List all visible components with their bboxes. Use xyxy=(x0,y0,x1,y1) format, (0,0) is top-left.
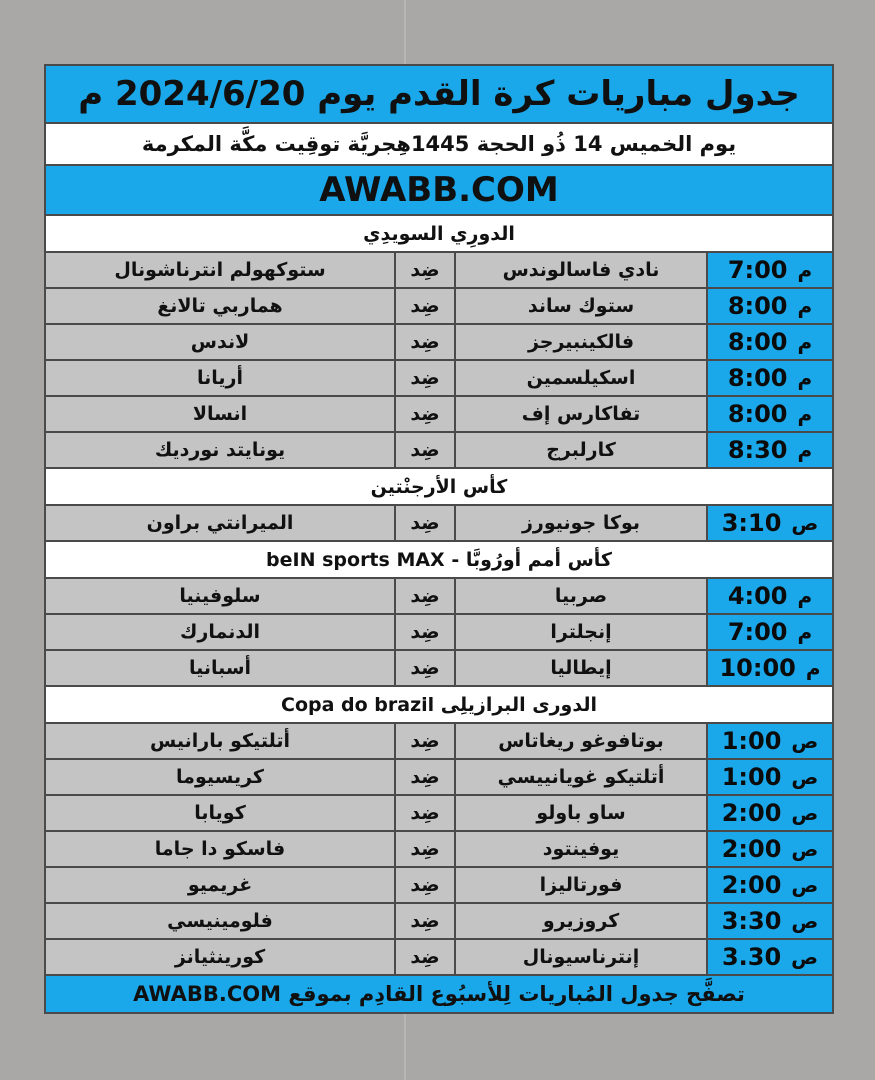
time-period: م xyxy=(797,366,813,390)
match-time-cell xyxy=(706,760,832,794)
match-row xyxy=(46,904,832,940)
match-row xyxy=(46,724,832,760)
match-row xyxy=(46,796,832,832)
time-value: 4:00 xyxy=(727,582,788,610)
home-team: بوكا جونيورز xyxy=(454,506,706,540)
schedule-sheet xyxy=(44,64,834,1014)
away-team: هماربي تالانغ xyxy=(46,289,394,323)
match-row xyxy=(46,289,832,325)
time-value: 8:30 xyxy=(727,436,788,464)
time-period: م xyxy=(797,258,813,282)
time-period: ص xyxy=(791,765,819,789)
match-time-cell xyxy=(706,904,832,938)
match-time-cell xyxy=(706,325,832,359)
schedule-date-subtitle: يوم الخميس 14 ذُو الحجة 1445هِجريَّة توقِيت مكَّة المكرمة xyxy=(46,124,832,166)
match-row xyxy=(46,868,832,904)
match-row xyxy=(46,506,832,542)
match-row xyxy=(46,397,832,433)
match-row xyxy=(46,325,832,361)
vs-label: ضِد xyxy=(394,615,454,649)
time-value: 10:00 xyxy=(719,654,796,682)
time-value: 8:00 xyxy=(727,328,788,356)
schedule-title: جدول مباريات كرة القدم يوم 2024/6/20 م xyxy=(46,66,832,124)
vs-label: ضِد xyxy=(394,940,454,974)
vs-label: ضِد xyxy=(394,253,454,287)
away-team: فاسكو دا جاما xyxy=(46,832,394,866)
time-period: ص xyxy=(791,945,819,969)
away-team: كويابا xyxy=(46,796,394,830)
match-time-cell xyxy=(706,724,832,758)
vs-label: ضِد xyxy=(394,868,454,902)
match-time-cell xyxy=(706,253,832,287)
match-time-cell xyxy=(706,506,832,540)
time-value: 7:00 xyxy=(727,256,788,284)
time-period: م xyxy=(797,438,813,462)
vs-label: ضِد xyxy=(394,724,454,758)
home-team: بوتافوغو ريغاتاس xyxy=(454,724,706,758)
time-value: 2:00 xyxy=(721,799,782,827)
time-period: م xyxy=(797,620,813,644)
away-team: أسبانيا xyxy=(46,651,394,685)
time-value: 8:00 xyxy=(727,400,788,428)
away-team: يونايتد نورديك xyxy=(46,433,394,467)
time-period: م xyxy=(805,656,821,680)
home-team: اسكيلسمين xyxy=(454,361,706,395)
match-time-cell xyxy=(706,361,832,395)
match-row xyxy=(46,651,832,687)
home-team: تفاكارس إف xyxy=(454,397,706,431)
match-row xyxy=(46,433,832,469)
time-period: ص xyxy=(791,729,819,753)
vs-label: ضِد xyxy=(394,325,454,359)
away-team: لاندس xyxy=(46,325,394,359)
time-value: 1:00 xyxy=(721,727,782,755)
time-value: 3.30 xyxy=(721,943,782,971)
away-team: انسالا xyxy=(46,397,394,431)
time-value: 2:00 xyxy=(721,835,782,863)
home-team: نادي فاسالوندس xyxy=(454,253,706,287)
home-team: يوفينتود xyxy=(454,832,706,866)
vs-label: ضِد xyxy=(394,796,454,830)
time-period: ص xyxy=(791,873,819,897)
time-period: ص xyxy=(791,801,819,825)
home-team: ساو باولو xyxy=(454,796,706,830)
away-team: أتلتيكو بارانيس xyxy=(46,724,394,758)
match-row xyxy=(46,361,832,397)
home-team: أتلتيكو غويانييسي xyxy=(454,760,706,794)
match-time-cell xyxy=(706,579,832,613)
away-team: كورينثيانز xyxy=(46,940,394,974)
time-period: م xyxy=(797,402,813,426)
away-team: كريسيوما xyxy=(46,760,394,794)
time-value: 1:00 xyxy=(721,763,782,791)
match-row xyxy=(46,579,832,615)
home-team: إنترناسيونال xyxy=(454,940,706,974)
match-time-cell xyxy=(706,615,832,649)
time-period: م xyxy=(797,584,813,608)
time-value: 8:00 xyxy=(727,364,788,392)
home-team: كروزيرو xyxy=(454,904,706,938)
home-team: كارلبرج xyxy=(454,433,706,467)
vs-label: ضِد xyxy=(394,760,454,794)
time-value: 3:10 xyxy=(721,509,782,537)
league-header: كأس الأرجنْتين xyxy=(46,469,832,506)
home-team: ستوك ساند xyxy=(454,289,706,323)
away-team: فلومينيسي xyxy=(46,904,394,938)
match-row xyxy=(46,940,832,976)
away-team: ستوكهولم انترناشونال xyxy=(46,253,394,287)
league-header: كأس أمم أورُوبَّا - beIN sports MAX xyxy=(46,542,832,579)
home-team: صربيا xyxy=(454,579,706,613)
away-team: سلوفينيا xyxy=(46,579,394,613)
home-team: فالكينبيرجز xyxy=(454,325,706,359)
away-team: الميرانتي براون xyxy=(46,506,394,540)
time-value: 7:00 xyxy=(727,618,788,646)
vs-label: ضِد xyxy=(394,579,454,613)
match-row xyxy=(46,253,832,289)
vs-label: ضِد xyxy=(394,904,454,938)
time-value: 3:30 xyxy=(721,907,782,935)
match-row xyxy=(46,832,832,868)
match-time-cell xyxy=(706,433,832,467)
match-time-cell xyxy=(706,289,832,323)
time-period: ص xyxy=(791,837,819,861)
home-team: إيطاليا xyxy=(454,651,706,685)
home-team: فورتاليزا xyxy=(454,868,706,902)
footer-banner: تصفَّح جدول المُباريات لِلأسبُوع القادِم بموقع AWABB.COM xyxy=(46,976,832,1012)
vs-label: ضِد xyxy=(394,361,454,395)
vs-label: ضِد xyxy=(394,397,454,431)
away-team: أريانا xyxy=(46,361,394,395)
time-value: 8:00 xyxy=(727,292,788,320)
away-team: غريميو xyxy=(46,868,394,902)
vs-label: ضِد xyxy=(394,289,454,323)
time-period: ص xyxy=(791,511,819,535)
away-team: الدنمارك xyxy=(46,615,394,649)
vs-label: ضِد xyxy=(394,433,454,467)
vs-label: ضِد xyxy=(394,651,454,685)
match-row xyxy=(46,615,832,651)
vs-label: ضِد xyxy=(394,506,454,540)
match-time-cell xyxy=(706,651,832,685)
match-time-cell xyxy=(706,796,832,830)
time-period: م xyxy=(797,330,813,354)
match-row xyxy=(46,760,832,796)
league-header: الدورِي السويدِي xyxy=(46,216,832,253)
time-value: 2:00 xyxy=(721,871,782,899)
match-time-cell xyxy=(706,940,832,974)
match-time-cell xyxy=(706,868,832,902)
match-time-cell xyxy=(706,397,832,431)
home-team: إنجلترا xyxy=(454,615,706,649)
site-banner: AWABB.COM xyxy=(46,166,832,216)
league-header: الدورى البرازيلِى Copa do brazil xyxy=(46,687,832,724)
leagues-container xyxy=(46,216,832,976)
time-period: ص xyxy=(791,909,819,933)
match-time-cell xyxy=(706,832,832,866)
vs-label: ضِد xyxy=(394,832,454,866)
time-period: م xyxy=(797,294,813,318)
